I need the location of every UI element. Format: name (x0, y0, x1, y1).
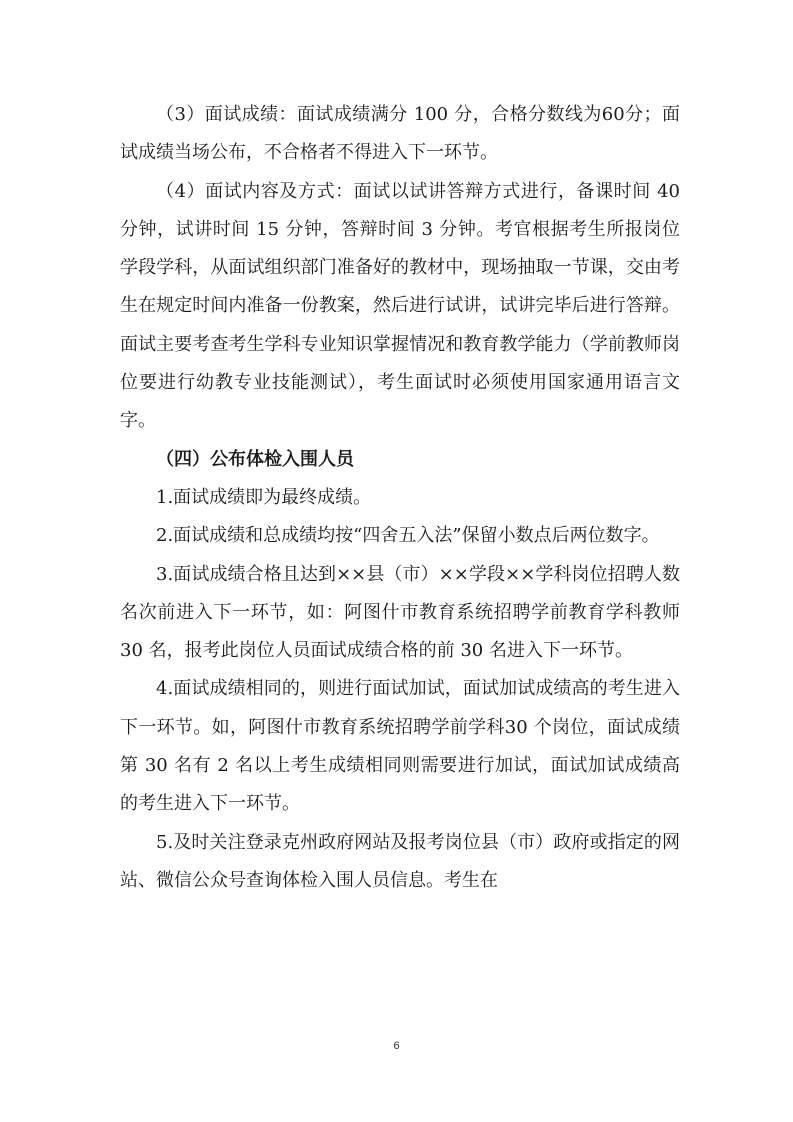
list-item-2: 2.面试成绩和总成绩均按“四舍五入法”保留小数点后两位数字。 (156, 525, 660, 547)
list-item-3: 3.面试成绩合格且达到××县（市）××学段××学科岗位招聘人数名次前进入下一环节，如：阿图什市教育系统招聘学前教育学科教师 30 名，报考此岗位人员面试成绩合格的前 30 名进入下一环节。 (120, 563, 680, 662)
paragraph-interview-score: （3）面试成绩：面试成绩满分 100 分，合格分数线为60分；面试成绩当场公布，不合格者不得进入下一环节。 (120, 104, 680, 164)
body-text (120, 96, 680, 900)
paragraph-interview-content: （4）面试内容及方式：面试以试讲答辩方式进行，备课时间 40 分钟，试讲时间 15 分钟，答辩时间 3 分钟。考官根据考生所报岗位学段学科，从面试组织部门准备好的教材中，现场抽取一节课，交由考生在规定时间内准备一份教案，然后进行试讲，试讲完毕后进行答辩。面试主要考查考生学科专业知识掌握情况和教育教学能力（学前教师岗位要进行幼教专业技能测试），考生面试时必须使用国家通用语言文字。 (120, 180, 680, 432)
section-heading-physical-exam-list: （四）公布体检入围人员 (156, 448, 354, 470)
list-item-1: 1.面试成绩即为最终成绩。 (156, 486, 372, 508)
list-item-4: 4.面试成绩相同的，则进行面试加试，面试加试成绩高的考生进入下一环节。如，阿图什市教育系统招聘学前学科30 个岗位，面试成绩第 30 名有 2 名以上考生成绩相同则需要进行加试，面试加试成绩高的考生进入下一环节。 (120, 678, 680, 815)
list-item-5: 5.及时关注登录克州政府网站及报考岗位县（市）政府或指定的网站、微信公众号查询体检入围人员信息。考生在 (120, 831, 680, 891)
page-number: 6 (393, 1040, 400, 1052)
